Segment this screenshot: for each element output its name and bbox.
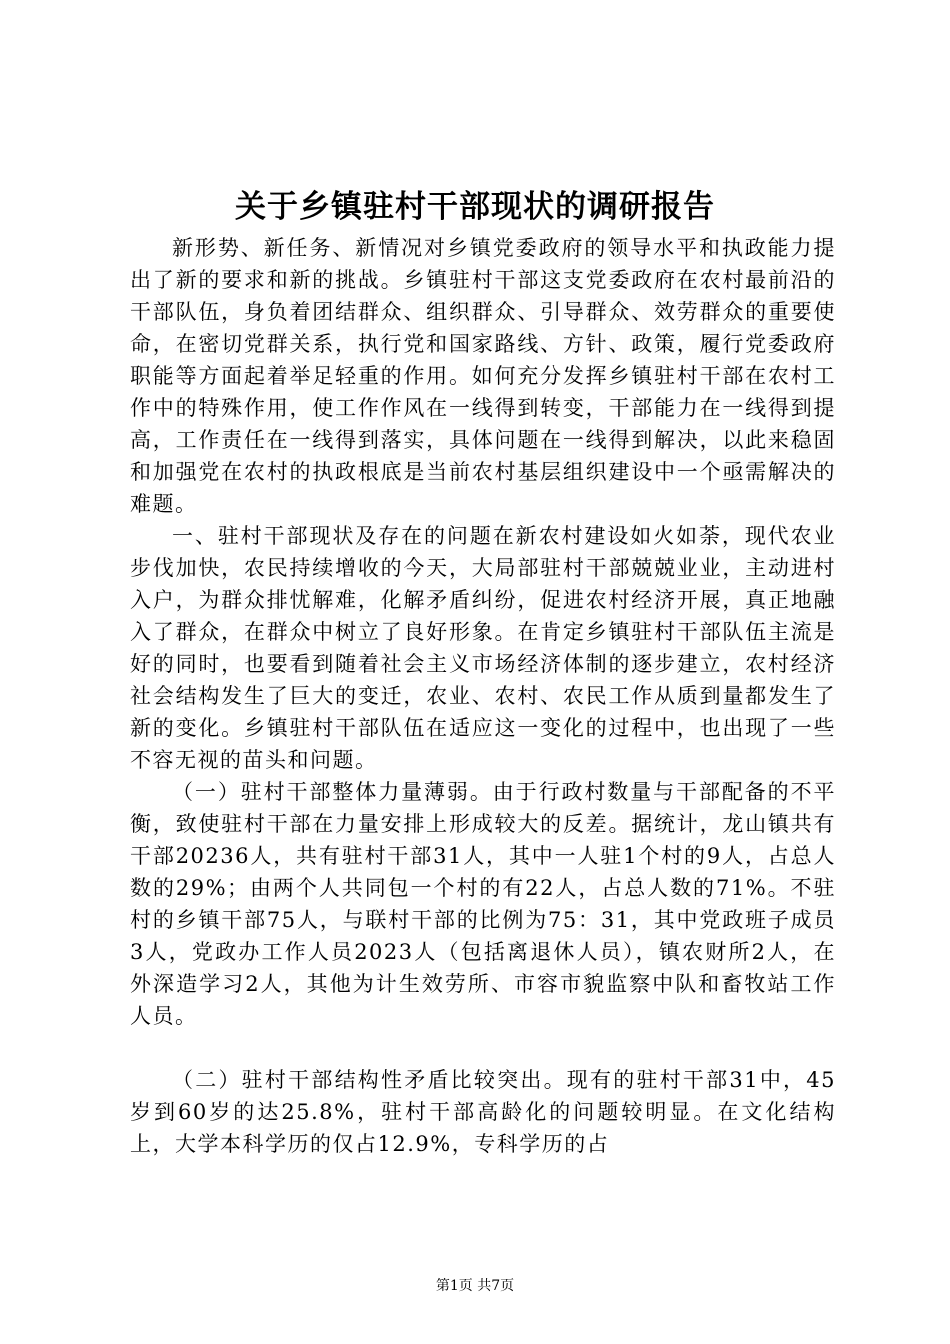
paragraph-subsection-1: （一）驻村干部整体力量薄弱。由于行政村数量与干部配备的不平衡，致使驻村干部在力量安排上形成较大的反差。据统计，龙山镇共有干部20236人，共有驻村干部31人，其中一人驻1个村的9人，占总人数的29%；由两个人共同包一个村的有22人，占总人数的71%。不驻村的乡镇干部75人，与联村干部的比例为75：31，其中党政班子成员3人，党政办工作人员2023人（包括离退休人员），镇农财所2人，在外深造学习2人，其他为计生效劳所、市容市貌监察中队和畜牧站工作人员。 — [130, 780, 836, 1028]
page-footer: 第1页 共7页 — [435, 1278, 515, 1294]
paragraph-subsection-2: （二）驻村干部结构性矛盾比较突出。现有的驻村干部31中，45岁到60岁的达25.8%，驻村干部高龄化的问题较明显。在文化结构上，大学本科学历的仅占12.9%，专科学历的占 — [130, 1068, 836, 1156]
paragraph-intro: 新形势、新任务、新情况对乡镇党委政府的领导水平和执政能力提出了新的要求和新的挑战。乡镇驻村干部这支党委政府在农村最前沿的干部队伍，身负着团结群众、组织群众、引导群众、效劳群众的重要使命，在密切党群关系，执行党和国家路线、方针、政策，履行党委政府职能等方面起着举足轻重的作用。如何充分发挥乡镇驻村干部在农村工作中的特殊作用，使工作作风在一线得到转变，干部能力在一线得到提高，工作责任在一线得到落实，具体问题在一线得到解决，以此来稳固和加强党在农村的执政根底是当前农村基层组织建设中一个亟需解决的难题。 — [130, 236, 836, 516]
page-title: 关于乡镇驻村干部现状的调研报告 — [235, 189, 715, 225]
paragraph-section-1: 一、驻村干部现状及存在的问题在新农村建设如火如荼，现代农业步伐加快，农民持续增收的今天，大局部驻村干部兢兢业业，主动进村入户，为群众排忧解难，化解矛盾纠纷，促进农村经济开展，真正地融入了群众，在群众中树立了良好形象。在肯定乡镇驻村干部队伍主流是好的同时，也要看到随着社会主义市场经济体制的逐步建立，农村经济社会结构发生了巨大的变迁，农业、农村、农民工作从质到量都发生了新的变化。乡镇驻村干部队伍在适应这一变化的过程中，也出现了一些不容无视的苗头和问题。 — [130, 524, 836, 772]
document-body — [130, 232, 836, 1160]
